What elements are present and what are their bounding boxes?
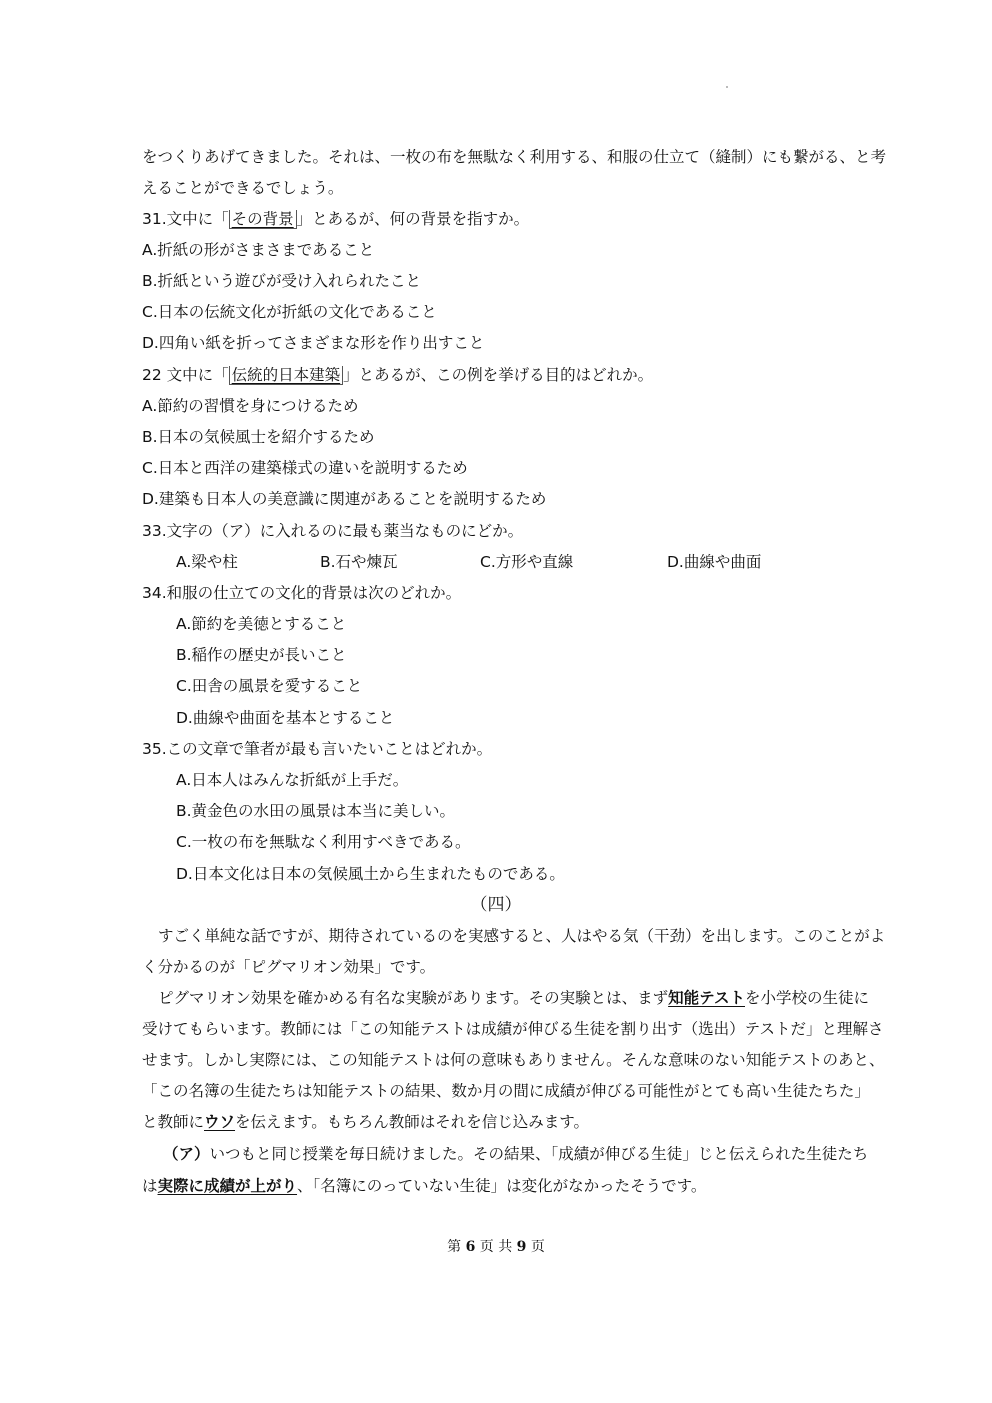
underlined-keyword: ウソ bbox=[204, 1113, 236, 1131]
option: A.節約を美徳とすること bbox=[176, 615, 347, 633]
paragraph-line: は実際に成績が上がり、「名簿にのっていない生徒」は変化がなかったそうです。 bbox=[142, 1177, 707, 1195]
option: A.折紙の形がさまさまであること bbox=[142, 241, 375, 259]
page-footer: 第 6 页 共 9 页 bbox=[447, 1239, 545, 1255]
option: A.梁や柱 bbox=[176, 553, 238, 571]
question-31: 31.文中に「 その背景 」とあるが、何の背景を指すか。 bbox=[142, 210, 530, 228]
paragraph-line: 「この名簿の生徒たちは知能テストの結果、数か月の間に成績が伸びる可能性がとても高い生徒たちた」 bbox=[142, 1082, 870, 1100]
keyword-box: 伝統的日本建築 bbox=[229, 366, 344, 385]
option: B.稲作の歴史が長いこと bbox=[176, 646, 347, 664]
option: C.日本と西洋の建築様式の違いを説明するため bbox=[142, 459, 468, 477]
paragraph-line: せます。しかし実際には、この知能テストは何の意味もありません。そんな意味のない知能テストのあと、 bbox=[142, 1051, 885, 1069]
underlined-keyword: 実際に成績が上がり bbox=[157, 1177, 298, 1195]
blank-marker: （ア） bbox=[163, 1145, 210, 1163]
paragraph-line: と教師にウソを伝えます。もちろん教師はそれを信じ込みます。 bbox=[142, 1113, 590, 1131]
option: C.日本の伝統文化が折紙の文化であること bbox=[142, 303, 437, 321]
page-number: 6 bbox=[465, 1239, 476, 1255]
option: D.日本文化は日本の気候風土から生まれたものである。 bbox=[176, 865, 565, 883]
paragraph-line: （ア）いつもと同じ授業を毎日続けました。その結果、「成績が伸びる生徒」じと伝えられた生徒たち bbox=[163, 1145, 869, 1163]
paragraph-line: ピグマリオン効果を確かめる有名な実験があります。その実験とは、まず知能テストを小学校の生徒に bbox=[158, 989, 870, 1007]
option: A.日本人はみんな折紙が上手だ。 bbox=[176, 771, 409, 789]
keyword-box: その背景 bbox=[229, 210, 297, 229]
question-35: 35.この文章で筆者が最も言いたいことはどれか。 bbox=[142, 740, 493, 758]
question-34: 34.和服の仕立ての文化的背景は次のどれか。 bbox=[142, 584, 462, 602]
question-33: 33.文字の（ア）に入れるのに最も薬当なものにどか。 bbox=[142, 522, 524, 540]
option: A.節約の習慣を身につけるため bbox=[142, 397, 359, 415]
underlined-keyword: 知能テスト bbox=[668, 989, 745, 1007]
option: B.日本の気候風士を紹介するため bbox=[142, 428, 375, 446]
option: D.四角い紙を折ってさまざまな形を作り出すこと bbox=[142, 334, 485, 352]
option: B.石や煉瓦 bbox=[320, 553, 398, 571]
option: D.建築も日本人の美意識に関連があることを説明するため bbox=[142, 490, 547, 508]
option: D.曲線や曲面 bbox=[667, 553, 762, 571]
text-line: えることができるでしょう。 bbox=[142, 179, 344, 197]
option: D.曲線や曲面を基本とすること bbox=[176, 709, 395, 727]
option: C.田舎の風景を愛すること bbox=[176, 677, 363, 695]
page-total: 9 bbox=[516, 1239, 527, 1255]
option: B.折紙という遊びが受け入れられたこと bbox=[142, 272, 422, 290]
scan-speck bbox=[726, 86, 728, 88]
text-line: をつくりあげてきました。それは、一枚の布を無駄なく利用する、和服の仕立て（縫制）にも繋がる、と考 bbox=[142, 148, 887, 166]
option: C.方形や直線 bbox=[480, 553, 574, 571]
option: B.黄金色の水田の風景は本当に美しい。 bbox=[176, 802, 456, 820]
paragraph-line: 受けてもらいます。教師には「この知能テストは成績が伸びる生徒を割り出す（选出）テストだ」と理解さ bbox=[142, 1020, 884, 1038]
paragraph-line: く分かるのが「ピグマリオン効果」です。 bbox=[142, 958, 436, 976]
paragraph-line: すごく単純な話ですが、期待されているのを実感すると、人はやる気（干劲）を出します。このことがよ bbox=[158, 927, 886, 945]
question-32: 22 文中に「 伝統的日本建築 」とあるが、この例を挙げる目的はどれか。 bbox=[142, 366, 654, 384]
section-heading: （四） bbox=[470, 895, 522, 915]
option: C.一枚の布を無駄なく利用すべきである。 bbox=[176, 833, 471, 851]
